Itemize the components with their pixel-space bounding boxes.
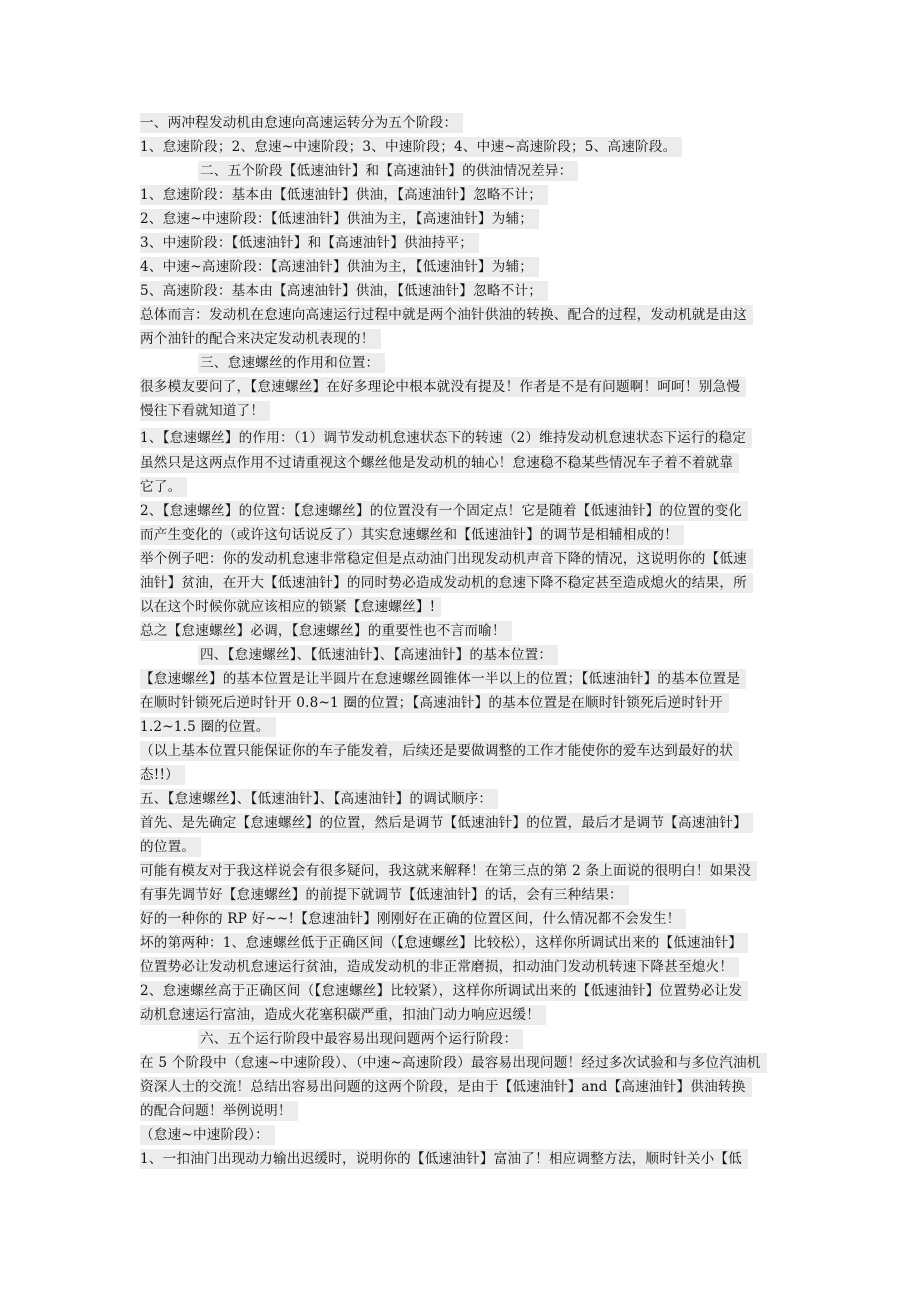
line-17: 2、【怠速螺丝】的位置：【怠速螺丝】的位置没有一个固定点！它是随着【低速油针】的位置的变化 [140, 499, 748, 523]
line-41: 资深人士的交流！总结出容易出问题的这两个阶段，是由于【低速油针】and【高速油针】供油转换 [140, 1075, 752, 1099]
line-9: 总体而言：发动机在怠速向高速运行过程中就是两个油针供油的转换、配合的过程，发动机就是由这 [140, 303, 753, 327]
line-35: 坏的第两种：1、怠速螺丝低于正确区间（【怠速螺丝】比较松），这样你所调试出来的【低速油针】 [140, 931, 748, 955]
line-34: 好的一种你的 RP 好~~!【怠速油针】刚刚好在正确的位置区间，什么情况都不会发生！ [140, 907, 686, 931]
line-18: 而产生变化的（或许这句话说反了）其实怠速螺丝和【低速油针】的调节是相辅相成的！ [140, 523, 684, 547]
line-3 [198, 159, 578, 183]
line-37: 2、怠速螺丝高于正确区间（【怠速螺丝】比较紧），这样你所调试出来的【低速油针】位置势必让发 [140, 979, 748, 1003]
line-10: 两个油针的配合来决定发动机表现的！ [140, 327, 381, 351]
line-32: 可能有模友对于我这样说会有很多疑问，我这就来解释！在第三点的第 2 条上面说的很明白！如果没 [140, 859, 757, 883]
section-heading-3: 三、怠速螺丝的作用和位置： [198, 353, 385, 373]
section-heading-2: 二、五个阶段【低速油针】和【高速油针】的供油情况差异： [198, 161, 578, 181]
line-12: 很多模友要问了，【怠速螺丝】在好多理论中根本就没有提及！作者是不是有问题啊！呵呵！别急慢 [140, 375, 746, 399]
line-19: 举个例子吧：你的发动机怠速非常稳定但是点动油门出现发动机声音下降的情况，这说明你的【低速 [140, 547, 753, 571]
line-20: 油针】贫油，在开大【低速油针】的同时势必造成发动机的怠速下降不稳定甚至造成熄火的结果，所 [140, 571, 753, 595]
line-29 [140, 787, 498, 811]
line-8: 5、高速阶段：基本由【高速油针】供油，【低速油针】忽略不计； [140, 279, 548, 303]
line-7: 4、中速~高速阶段：【高速油针】供油为主，【低速油针】为辅； [140, 255, 539, 279]
line-1 [140, 111, 463, 135]
line-30: 首先、是先确定【怠速螺丝】的位置，然后是调节【低速油针】的位置，最后才是调节【高速油针】 [140, 811, 753, 835]
line-44: 1、一扣油门出现动力输出迟缓时，说明你的【低速油针】富油了！相应调整方法，顺时针关小【低 [140, 1147, 748, 1171]
line-36: 位置势必让发动机怠速运行贫油，造成发动机的非正常磨损，扣动油门发动机转速下降甚至熄火！ [140, 955, 739, 979]
line-27: （以上基本位置只能保证你的车子能发着，后续还是要做调整的工作才能使你的爱车达到最好的状 [140, 739, 739, 763]
line-23 [198, 643, 558, 667]
line-25: 在顺时针锁死后逆时针开 0.8~1 圈的位置；【高速油针】的基本位置是在顺时针锁死后逆时针开 [140, 691, 729, 715]
section-heading-4: 四、【怠速螺丝】、【低速油针】、【高速油针】的基本位置： [198, 645, 558, 665]
line-11 [198, 351, 385, 375]
line-39 [198, 1027, 523, 1051]
line-15: 虽然只是这两点作用不过请重视这个螺丝他是发动机的轴心！怠速稳不稳某些情况车子着不着就靠 [140, 451, 739, 475]
section-heading-6: 六、五个运行阶段中最容易出现问题两个运行阶段： [198, 1029, 523, 1049]
line-33: 有事先调节好【怠速螺丝】的前提下就调节【低速油针】的话，会有三种结果： [140, 883, 629, 907]
section-heading-1: 一、两冲程发动机由怠速向高速运转分为五个阶段： [140, 113, 463, 133]
line-6: 3、中速阶段：【低速油针】和【高速油针】供油持平； [140, 231, 479, 255]
line-2: 1、怠速阶段；2、怠速~中速阶段；3、中速阶段；4、中速~高速阶段；5、高速阶段。 [140, 135, 682, 159]
line-22: 总之【怠速螺丝】必调，【怠速螺丝】的重要性也不言而喻！ [140, 619, 512, 643]
section-heading-5: 五、【怠速螺丝】、【低速油针】、【高速油针】的调试顺序： [140, 789, 498, 809]
line-31: 的位置。 [140, 835, 201, 859]
line-5: 2、怠速~中速阶段：【低速油针】供油为主，【高速油针】为辅； [140, 207, 539, 231]
line-28: 态!!） [140, 763, 185, 787]
line-42: 的配合问题！举例说明！ [140, 1099, 298, 1123]
line-14: 1、【怠速螺丝】的作用：（1）调节发动机怠速状态下的转速（2）维持发动机怠速状态下运行的稳定 [140, 426, 752, 450]
line-43: （怠速~中速阶段）： [140, 1123, 275, 1147]
line-26: 1.2~1.5 圈的位置。 [140, 715, 276, 739]
line-4: 1、怠速阶段：基本由【低速油针】供油，【高速油针】忽略不计； [140, 183, 548, 207]
line-13: 慢往下看就知道了！ [140, 399, 270, 423]
line-40: 在 5 个阶段中（怠速~中速阶段）、（中速~高速阶段）最容易出现问题！经过多次试验和与多位汽油机 [140, 1051, 767, 1075]
line-24: 【怠速螺丝】的基本位置是让半圆片在怠速螺丝圆锥体一半以上的位置；【低速油针】的基本位置是 [140, 667, 746, 691]
line-16: 它了。 [140, 475, 187, 499]
line-21: 以在这个时候你就应该相应的锁紧【怠速螺丝】! [140, 595, 441, 619]
line-38: 动机怠速运行富油，造成火花塞积碳严重，扣油门动力响应迟缓！ [140, 1003, 546, 1027]
